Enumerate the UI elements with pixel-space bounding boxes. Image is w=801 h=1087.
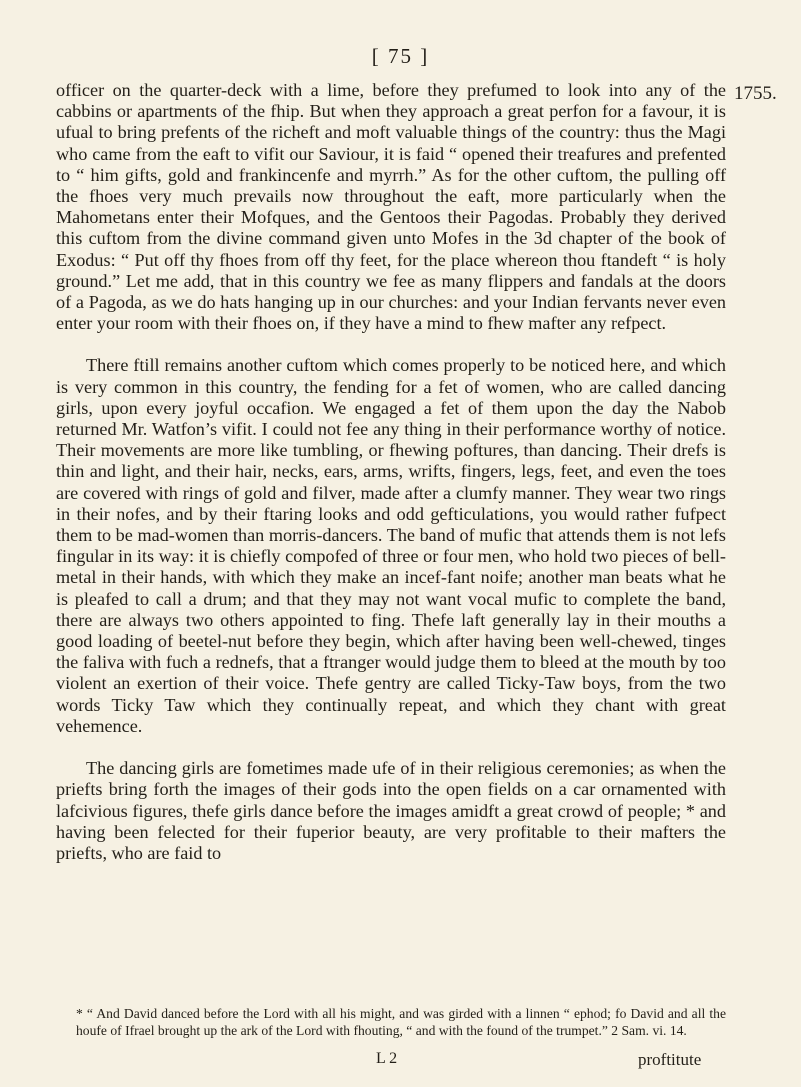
footnote: * “ And David danced before the Lord with all his might, and was girded with a linnen “ ephod; fo David and all the houfe of Ifrael brought up the ark of the Lord with fhouting, “ and with the found of the trumpet.” 2 Sam. vi. 14.	[76, 1006, 726, 1038]
paragraph-1: officer on the quarter-deck with a lime, before they prefumed to look into any of the cabbins or apartments of the fhip. But when they approach a great perfon for a favour, it is ufual to bring prefents of the richeft and moft valuable things of the country: thus the Magi who came from the eaft to vifit our Saviour, it is faid “ opened their treafures and prefented to “ him gifts, gold and frankincenfe and myrrh.” As for the other cuftom, the pulling off the fhoes very much prevails now throughout the eaft, more particularly when the Mahometans enter their Mofques, and the Gentoos their Pagodas. Probably they derived this cuftom from the divine command given unto Mofes in the 3d chapter of the book of Exodus: “ Put off thy fhoes from off thy feet, for the place whereon thou ftandeft “ is holy ground.” Let me add, that in this country we fee as many flippers and fandals at the doors of a Pagoda, as we do hats hanging up in our churches: and your Indian fervants never even enter your room with their fhoes on, if they have a mind to fhew mafter any refpect.	[56, 80, 726, 334]
paragraph-3: The dancing girls are fometimes made ufe of in their religious ceremonies; as when the priefts bring forth the images of their gods into the open fields on a car ornamented with lafcivious figures, thefe girls dance before the images amidft a great crowd of people; * and having been felected for their fuperior beauty, are very profitable to their mafters the priefts, who are faid to	[56, 758, 726, 863]
signature-mark: L 2	[376, 1050, 398, 1067]
margin-year: 1755.	[734, 83, 777, 104]
body-text	[56, 80, 726, 864]
paragraph-2: There ftill remains another cuftom which comes properly to be noticed here, and which is very common in this country, the fending for a fet of women, who are called dancing girls, upon every joyful occafion. We engaged a fet of them upon the day the Nabob returned Mr. Watfon’s vifit. I could not fee any thing in their performance worthy of notice. Their movements are more like tumbling, or fhewing poftures, than dancing. Their drefs is thin and light, and their hair, necks, ears, arms, wrifts, fingers, legs, feet, and even the toes are covered with rings of gold and filver, made after a clumfy manner. They wear two rings in their nofes, and by their ftaring looks and odd gefticulations, you would rather fufpect them to be mad-women than morris-dancers. The band of mufic that attends them is not lefs fingular in its way: it is chiefly compofed of three or four men, who hold two pieces of bell-metal in their hands, with which they make an incef-fant noife; another man beats what he is pleafed to call a drum; and that they may not want vocal mufic to complete the band, there are always two others appointed to fing. Thefe laft generally lay in their mouths a good loading of beetel-nut before they begin, which after having been well-chewed, tinges the faliva with fuch a rednefs, that a ftranger would judge them to bleed at the mouth by too violent an exertion of their voice. Thefe gentry are called Ticky-Taw boys, from the two words Ticky Taw which they continually repeat, and which they chant with great vehemence.	[56, 355, 726, 736]
catchword: proftitute	[638, 1050, 702, 1069]
page-number: [ 75 ]	[371, 44, 430, 68]
